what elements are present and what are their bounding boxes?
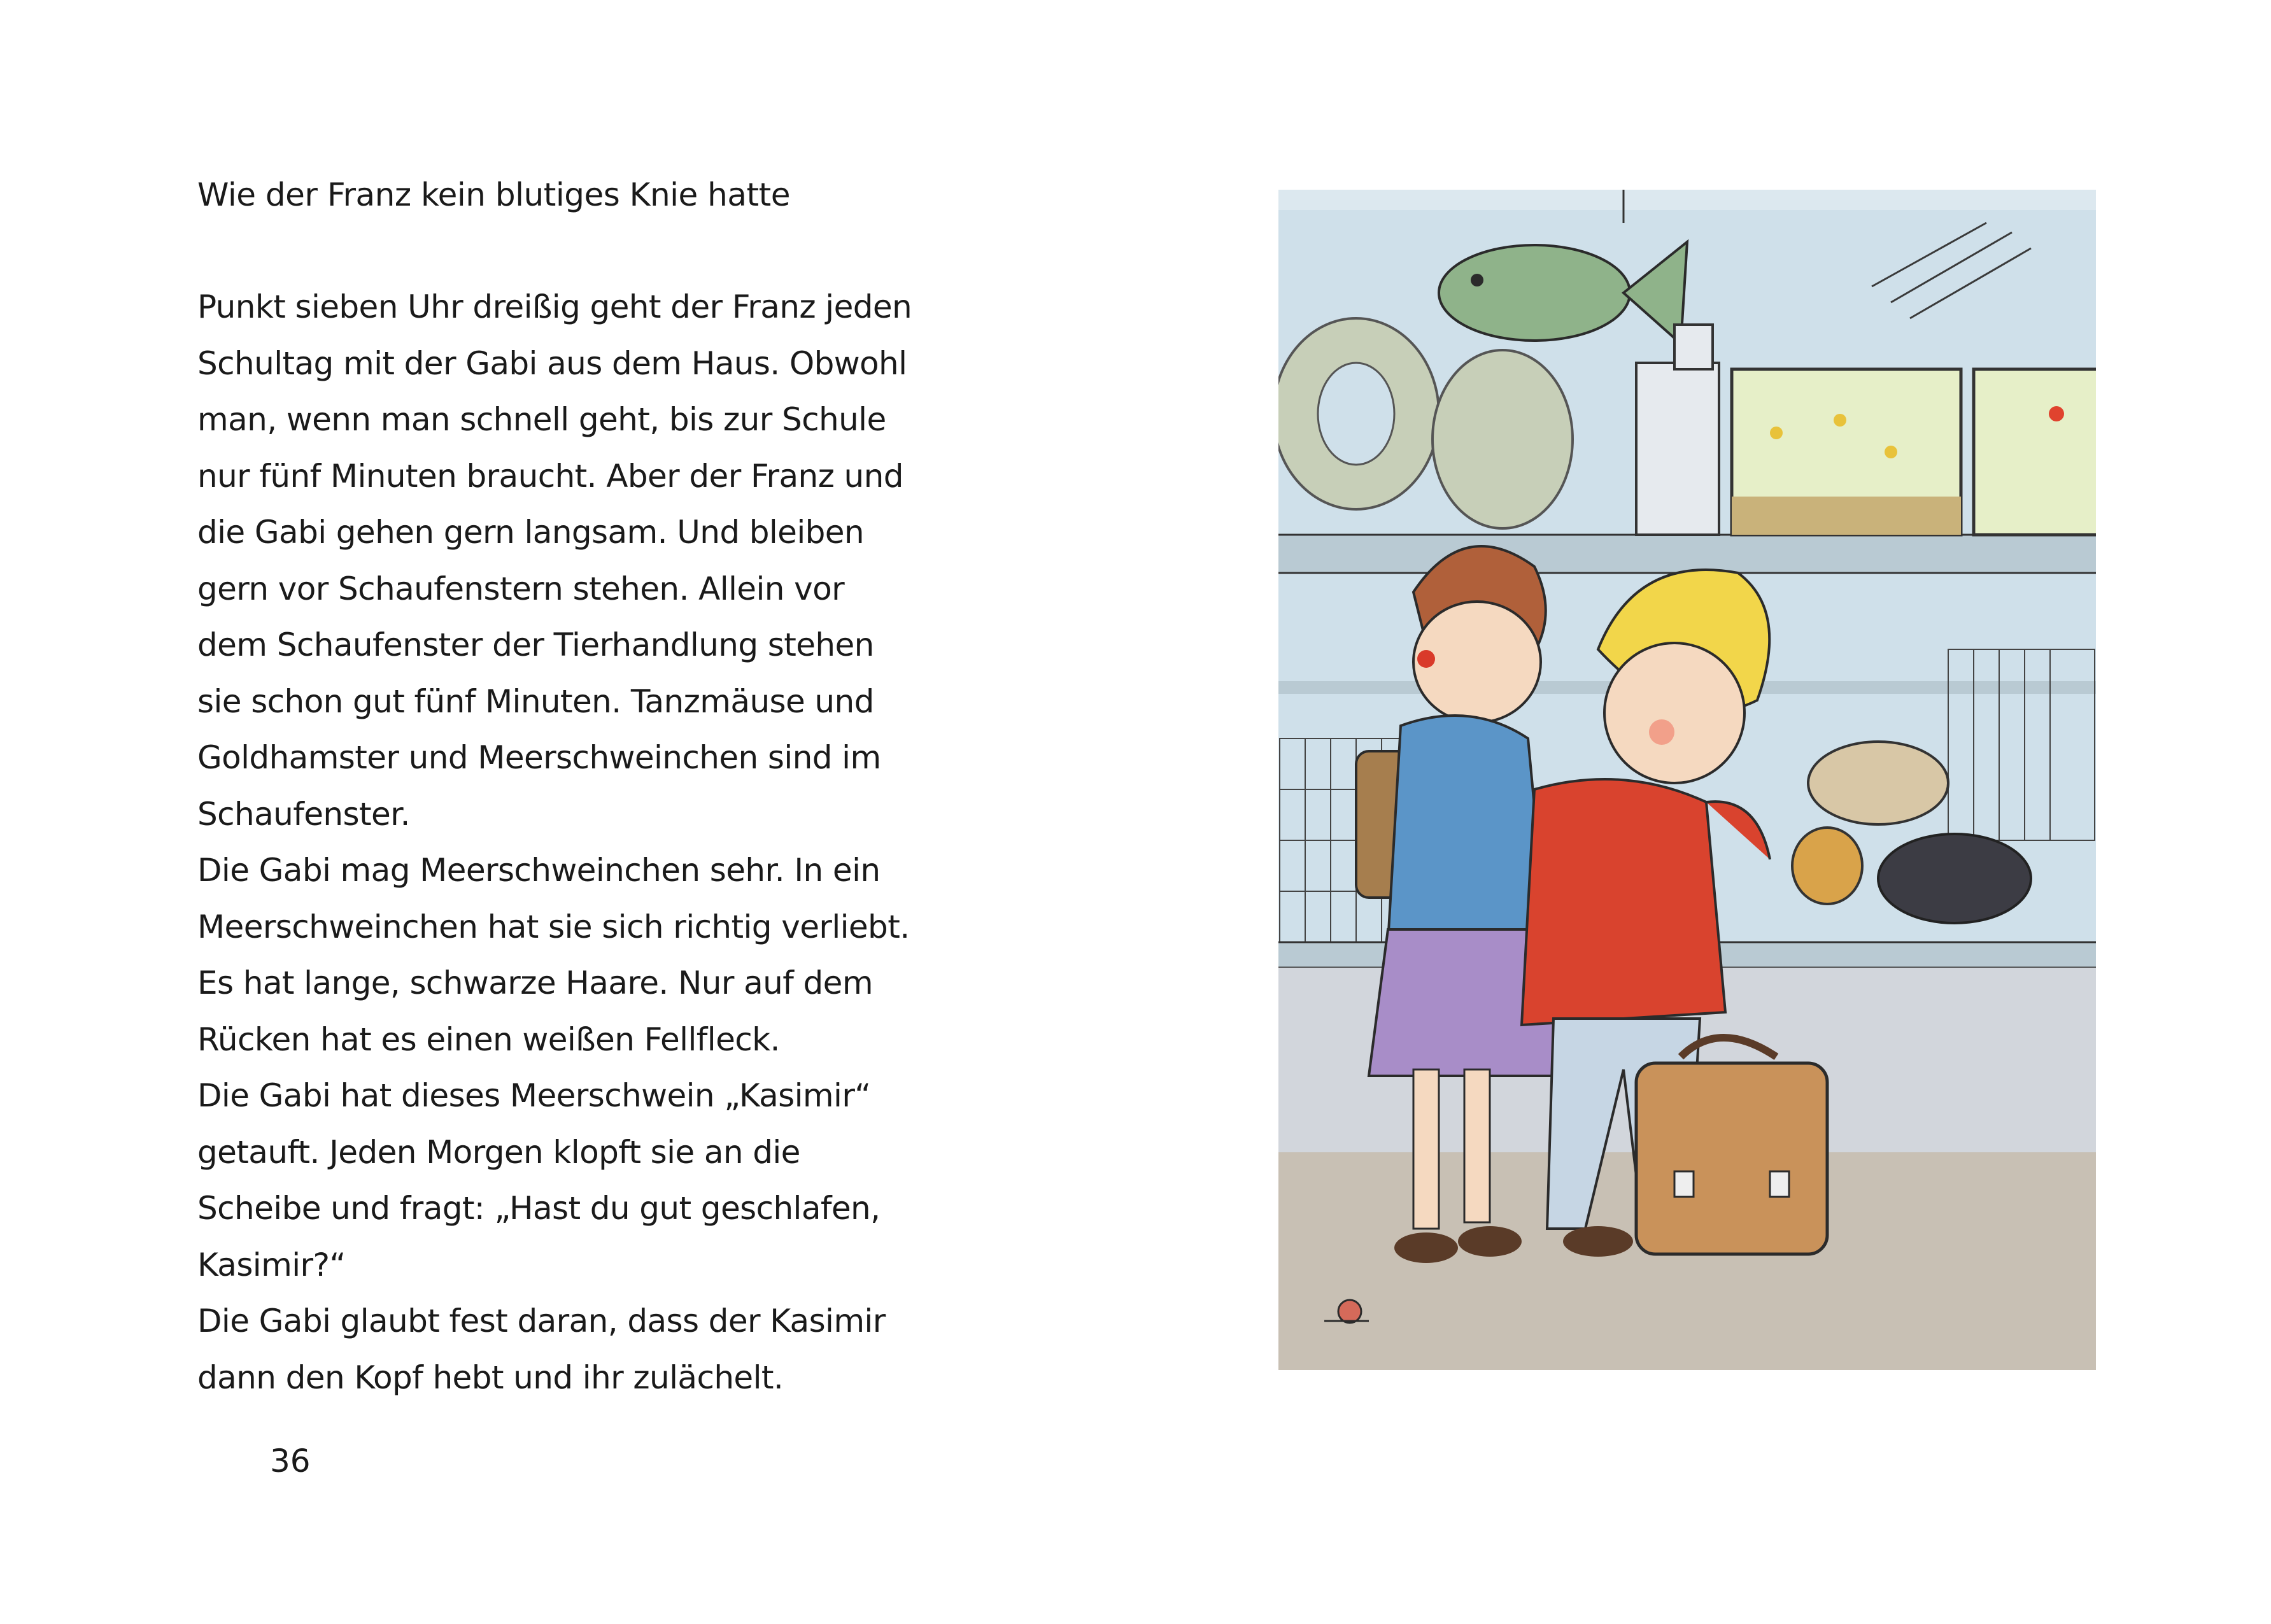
body-line: getauft. Jeden Morgen klopft sie an die [197, 1133, 800, 1171]
text-column [197, 167, 961, 1406]
body-line: Goldhamster und Meerschweinchen sind im [197, 739, 881, 776]
illustration-canvas [1267, 178, 2107, 1388]
chapter-title: Wie der Franz kein blutiges Knie hatte [197, 176, 790, 213]
page-number: 36 [270, 1443, 311, 1479]
pet-shop-window-illustration [1267, 178, 2107, 1388]
body-line: man, wenn man schnell geht, bis zur Schule [197, 401, 886, 438]
body-line: Rücken hat es einen weißen Fellfleck. [197, 1020, 780, 1058]
body-line: Die Gabi hat dieses Meerschwein „Kasimir“ [197, 1077, 871, 1114]
body-line: nur fünf Minuten braucht. Aber der Franz und [197, 457, 903, 495]
body-line: Die Gabi mag Meerschweinchen sehr. In ein [197, 852, 881, 889]
aquarium-tank [1732, 369, 2101, 535]
body-line: die Gabi gehen gern langsam. Und bleiben [197, 514, 865, 551]
school-satchel [1636, 1038, 1827, 1254]
body-line: gern vor Schaufenstern stehen. Allein vor [197, 570, 845, 607]
body-line: Schultag mit der Gabi aus dem Haus. Obwohl [197, 344, 907, 382]
upper-shelf [1273, 535, 2101, 573]
body-text [197, 279, 961, 1406]
body-line: Es hat lange, schwarze Haare. Nur auf dem [197, 964, 873, 1001]
body-line: sie schon gut fünf Minuten. Tanzmäuse und [197, 682, 874, 720]
body-line: Meerschweinchen hat sie sich richtig verliebt. [197, 908, 910, 945]
body-line: Kasimir?“ [197, 1246, 346, 1283]
body-line: Die Gabi glaubt fest daran, dass der Kasimir [197, 1303, 886, 1339]
body-line: dem Schaufenster der Tierhandlung stehen [197, 626, 874, 663]
body-line: dann den Kopf hebt und ihr zulächelt. [197, 1359, 784, 1396]
body-line: Scheibe und fragt: „Hast du gut geschlafen, [197, 1190, 881, 1227]
body-line: Punkt sieben Uhr dreißig geht der Franz jeden [197, 288, 912, 325]
body-line: Schaufenster. [197, 795, 410, 833]
